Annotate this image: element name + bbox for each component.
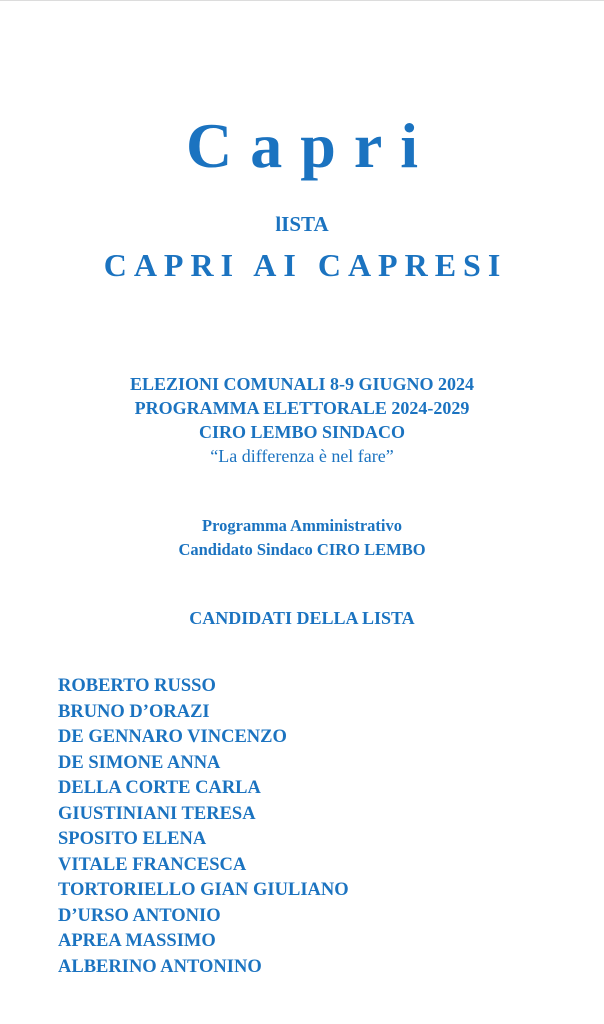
program-title: Programma Amministrativo [202,516,402,535]
lista-label: lISTA [275,212,329,236]
list-item: ROBERTO RUSSO [58,676,216,696]
candidates-heading: CANDIDATI DELLA LISTA [189,608,415,628]
program-period: PROGRAMMA ELETTORALE 2024-2029 [134,398,470,418]
campaign-motto: “La differenza è nel fare” [210,446,394,466]
list-item: D’URSO ANTONIO [58,905,221,926]
program-info [0,514,604,562]
election-dates: ELEZIONI COMUNALI 8-9 GIUGNO 2024 [129,374,475,394]
list-item: DELLA CORTE CARLA [58,778,261,798]
page-title: Capri [186,110,436,181]
list-item: BRUNO D’ORAZI [58,701,210,722]
list-item: SPOSITO ELENA [58,829,207,849]
list-item: APREA MASSIMO [58,931,216,951]
list-item: GIUSTINIANI TERESA [58,803,256,824]
list-item: VITALE FRANCESCA [58,854,247,875]
candidates-list [58,674,349,980]
list-item: ALBERINO ANTONINO [58,956,262,977]
list-item: DE GENNARO VINCENZO [58,727,287,747]
lista-name: CAPRI AI CAPRESI [103,247,508,283]
election-info [0,372,604,468]
mayor-candidate: CIRO LEMBO SINDACO [198,422,406,442]
program-candidate: Candidato Sindaco CIRO LEMBO [178,540,426,559]
list-item: TORTORIELLO GIAN GIULIANO [58,880,349,900]
list-item: DE SIMONE ANNA [58,752,221,773]
